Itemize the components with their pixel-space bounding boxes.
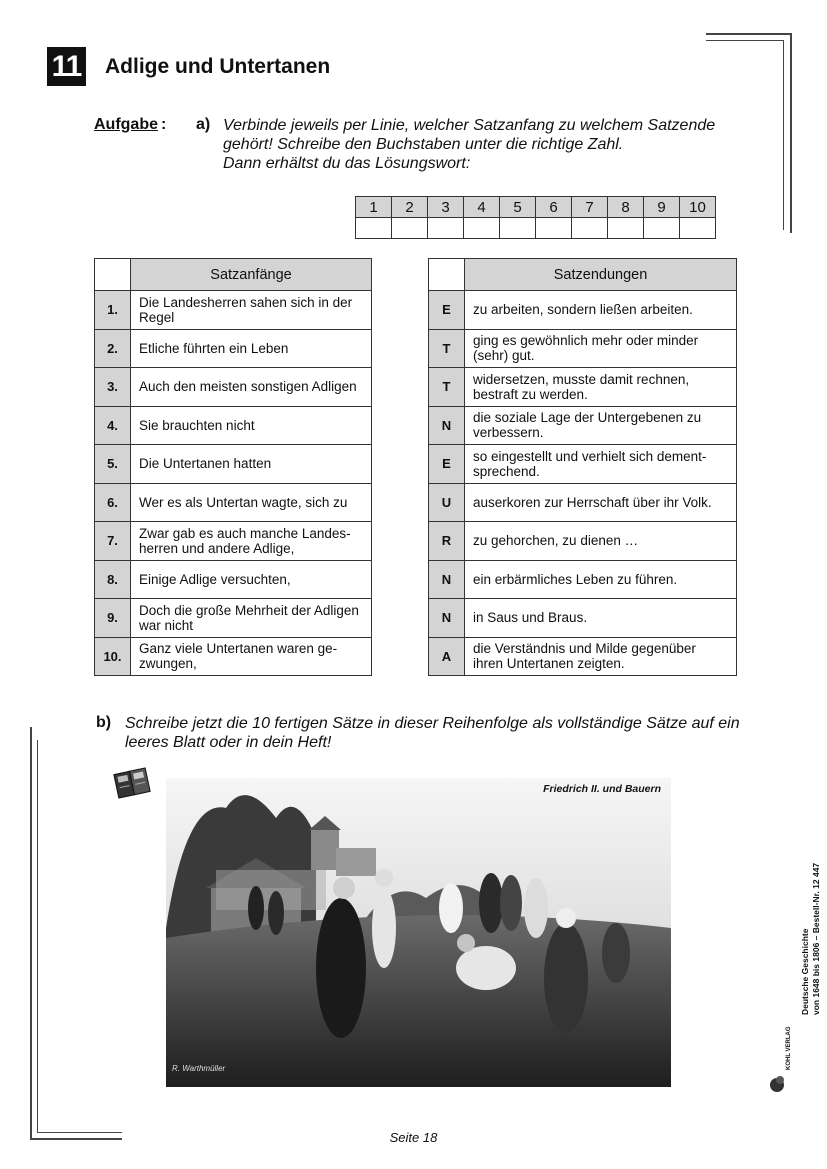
answer-cell[interactable] bbox=[392, 218, 428, 239]
solution-number: 4 bbox=[464, 197, 500, 218]
answer-cell[interactable] bbox=[572, 218, 608, 239]
row-text: ein erbärmliches Leben zu führen. bbox=[465, 560, 737, 599]
part-a-line-3: Dann erhältst du das Lösungswort: bbox=[223, 155, 471, 172]
table-row bbox=[95, 522, 372, 561]
row-letter: E bbox=[429, 291, 465, 330]
row-text: Die Landesherren sahen sich in der Regel bbox=[131, 291, 372, 330]
publisher-logo-icon bbox=[768, 1063, 786, 1093]
solution-number: 3 bbox=[428, 197, 464, 218]
table-row bbox=[95, 329, 372, 368]
painting-illustration bbox=[166, 778, 671, 1087]
sidebar-line-2: von 1648 bis 1806 – Bestell-Nr. 12 447 bbox=[811, 862, 821, 1015]
table-header-row bbox=[95, 259, 372, 291]
table-row bbox=[429, 522, 737, 561]
header-blank-cell bbox=[429, 259, 465, 291]
answer-cell[interactable] bbox=[464, 218, 500, 239]
solution-number: 5 bbox=[500, 197, 536, 218]
row-number: 9. bbox=[95, 599, 131, 638]
row-number: 4. bbox=[95, 406, 131, 445]
table-row bbox=[429, 560, 737, 599]
part-b-label: b) bbox=[96, 714, 112, 731]
row-number: 6. bbox=[95, 483, 131, 522]
sidebar-publication-info bbox=[800, 863, 822, 1015]
solution-number: 2 bbox=[392, 197, 428, 218]
row-text: Wer es als Untertan wagte, sich zu bbox=[131, 483, 372, 522]
task-label-text: Aufgabe bbox=[94, 116, 158, 133]
row-text: ging es gewöhnlich mehr oder minder (sehr) gut. bbox=[465, 329, 737, 368]
row-text: die Verständnis und Milde gegenüber ihren Untertanen zeigten. bbox=[465, 637, 737, 676]
books-icon bbox=[112, 765, 152, 800]
row-text: Zwar gab es auch manche Landesherren und andere Adlige, bbox=[131, 522, 372, 561]
row-text: Auch den meisten sonstigen Adligen bbox=[131, 368, 372, 407]
row-text: Einige Adlige versuchten, bbox=[131, 560, 372, 599]
table-row bbox=[429, 329, 737, 368]
row-text: so eingestellt und verhielt sich dementsprechend. bbox=[465, 445, 737, 484]
frame-line-left-inner bbox=[37, 740, 38, 1132]
table-header-row bbox=[429, 259, 737, 291]
table-row bbox=[429, 445, 737, 484]
header-blank-cell bbox=[95, 259, 131, 291]
frame-line-left bbox=[30, 727, 32, 1139]
row-text: zu arbeiten, sondern ließen arbeiten. bbox=[465, 291, 737, 330]
table-row bbox=[429, 291, 737, 330]
row-number: 8. bbox=[95, 560, 131, 599]
frame-line-right-inner bbox=[783, 40, 784, 230]
row-letter: E bbox=[429, 445, 465, 484]
solution-number: 6 bbox=[536, 197, 572, 218]
part-b-instructions: Schreibe jetzt die 10 fertigen Sätze in dieser Reihenfolge als vollständige Sätze auf ein leeres Blatt oder in dein Heft! bbox=[125, 715, 740, 751]
row-text: in Saus und Braus. bbox=[465, 599, 737, 638]
page-title: Adlige und Untertanen bbox=[105, 55, 331, 78]
task-label-colon: : bbox=[161, 116, 167, 133]
sidebar-line-1: Deutsche Geschichte bbox=[800, 928, 810, 1015]
row-letter: R bbox=[429, 522, 465, 561]
table-row bbox=[95, 406, 372, 445]
row-letter: T bbox=[429, 329, 465, 368]
table-row bbox=[429, 406, 737, 445]
part-a-label: a) bbox=[196, 116, 211, 133]
table-row bbox=[429, 599, 737, 638]
painting-signature: R. Warthmüller bbox=[172, 1064, 226, 1073]
table-row bbox=[95, 445, 372, 484]
solution-number: 10 bbox=[680, 197, 716, 218]
chapter-number: 11 bbox=[47, 47, 86, 86]
publisher-name: KOHL VERLAG bbox=[786, 1026, 792, 1070]
table-row bbox=[429, 637, 737, 676]
solution-number: 9 bbox=[644, 197, 680, 218]
part-a-line-1: Verbinde jeweils per Linie, welcher Satzanfang zu welchem Satzende bbox=[223, 117, 716, 134]
row-letter: T bbox=[429, 368, 465, 407]
solution-number: 8 bbox=[608, 197, 644, 218]
table-row bbox=[429, 483, 737, 522]
table-header: Satzendungen bbox=[465, 259, 737, 291]
sentence-beginnings-table bbox=[94, 258, 372, 676]
row-number: 7. bbox=[95, 522, 131, 561]
row-number: 1. bbox=[95, 291, 131, 330]
row-letter: U bbox=[429, 483, 465, 522]
table-row bbox=[95, 291, 372, 330]
row-number: 10. bbox=[95, 637, 131, 676]
table-row bbox=[95, 483, 372, 522]
answer-cell[interactable] bbox=[536, 218, 572, 239]
solution-number: 7 bbox=[572, 197, 608, 218]
row-text: Etliche führten ein Leben bbox=[131, 329, 372, 368]
painting-caption: Friedrich II. und Bauern bbox=[543, 783, 661, 795]
solution-grid-numbers bbox=[356, 197, 716, 218]
table-row bbox=[95, 637, 372, 676]
table-header: Satzanfänge bbox=[131, 259, 372, 291]
page-number: Seite 18 bbox=[389, 1130, 438, 1145]
frame-line-right bbox=[790, 33, 792, 233]
task-label bbox=[94, 116, 158, 134]
frame-line-top-right bbox=[706, 33, 791, 35]
row-text: zu gehorchen, zu dienen … bbox=[465, 522, 737, 561]
row-text: Doch die große Mehrheit der Adligen war nicht bbox=[131, 599, 372, 638]
row-text: Ganz viele Untertanen waren gezwungen, bbox=[131, 637, 372, 676]
row-number: 3. bbox=[95, 368, 131, 407]
frame-line-top-right-inner bbox=[706, 40, 784, 41]
row-letter: N bbox=[429, 406, 465, 445]
answer-cell[interactable] bbox=[680, 218, 716, 239]
table-row bbox=[95, 560, 372, 599]
row-number: 2. bbox=[95, 329, 131, 368]
answer-cell[interactable] bbox=[608, 218, 644, 239]
answer-cell[interactable] bbox=[644, 218, 680, 239]
solution-number: 1 bbox=[356, 197, 392, 218]
table-row bbox=[95, 599, 372, 638]
row-text: Sie brauchten nicht bbox=[131, 406, 372, 445]
table-row bbox=[429, 368, 737, 407]
part-a-line-2: gehört! Schreibe den Buchstaben unter die richtige Zahl. bbox=[223, 136, 624, 153]
sentence-endings-table bbox=[428, 258, 737, 676]
row-text: widersetzen, musste damit rechnen, bestraft zu werden. bbox=[465, 368, 737, 407]
answer-cell[interactable] bbox=[356, 218, 392, 239]
row-text: auserkoren zur Herrschaft über ihr Volk. bbox=[465, 483, 737, 522]
answer-cell[interactable] bbox=[428, 218, 464, 239]
row-text: Die Untertanen hatten bbox=[131, 445, 372, 484]
row-letter: N bbox=[429, 599, 465, 638]
answer-cell[interactable] bbox=[500, 218, 536, 239]
table-row bbox=[95, 368, 372, 407]
row-number: 5. bbox=[95, 445, 131, 484]
solution-grid bbox=[355, 196, 716, 239]
row-letter: N bbox=[429, 560, 465, 599]
row-text: die soziale Lage der Untergebenen zu verbessern. bbox=[465, 406, 737, 445]
painting-image bbox=[166, 778, 671, 1087]
row-letter: A bbox=[429, 637, 465, 676]
part-a-instructions bbox=[223, 116, 753, 173]
solution-grid-answers bbox=[356, 218, 716, 239]
